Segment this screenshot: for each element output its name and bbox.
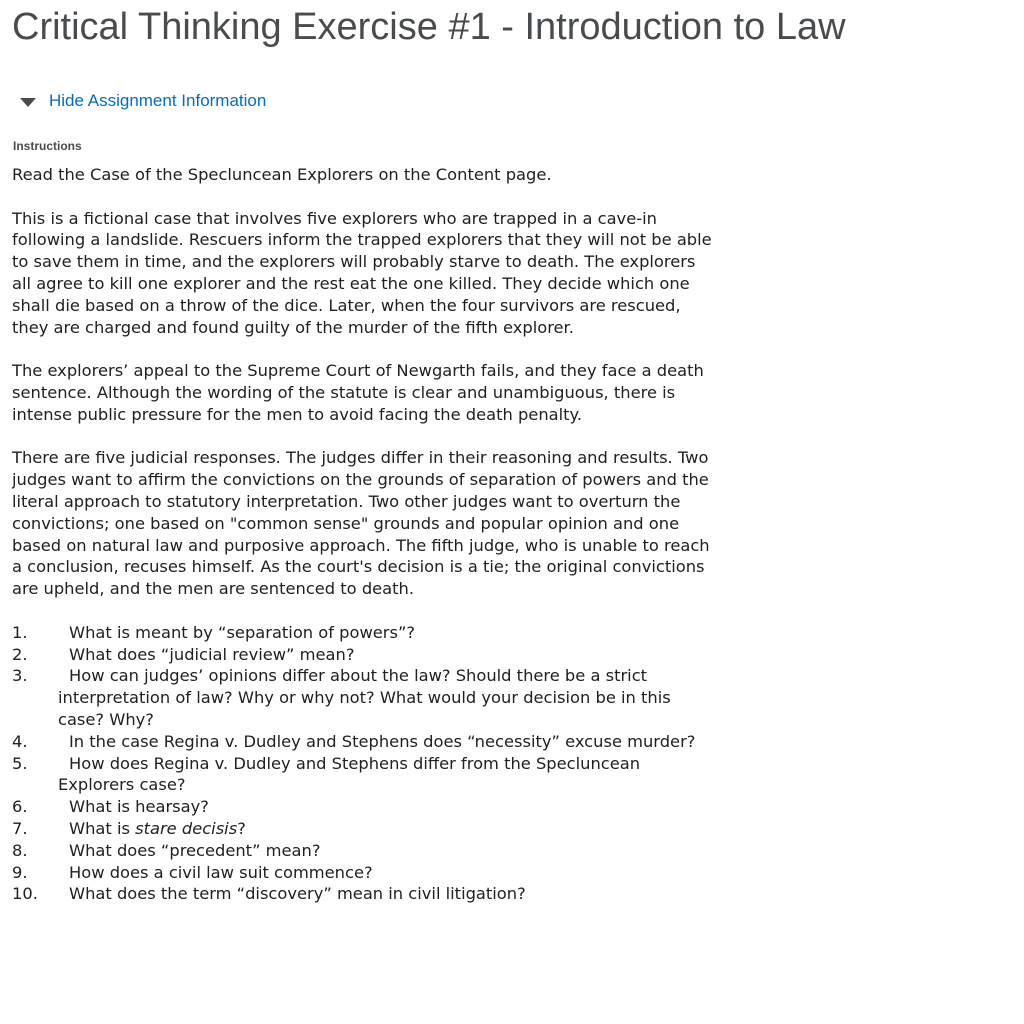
caret-down-icon	[20, 98, 36, 107]
question-item	[12, 818, 712, 840]
instructions-paragraph: The explorers’ appeal to the Supreme Court of Newgarth fails, and they face a death sentence. Although the wording of the statute is clear and unambiguous, there is intense public pressure for the men to avoid facing the death penalty.	[12, 361, 704, 424]
question-text: What does “judicial review” mean?	[69, 644, 355, 664]
question-number: 1.	[12, 622, 28, 642]
question-item	[12, 644, 712, 666]
question-text: What is meant by “separation of powers”?	[69, 622, 416, 642]
question-number: 5.	[12, 753, 28, 773]
question-item	[12, 840, 712, 862]
question-text: How does a civil law suit commence?	[69, 862, 373, 882]
question-item	[12, 753, 712, 797]
question-text: What is hearsay?	[69, 797, 209, 817]
question-number: 3.	[12, 666, 28, 686]
question-text: What does “precedent” mean?	[69, 840, 321, 860]
question-number: 4.	[12, 731, 28, 751]
question-list	[12, 622, 712, 905]
question-number: 6.	[12, 797, 28, 817]
question-item	[12, 796, 712, 818]
question-number: 9.	[12, 862, 28, 882]
instructions-paragraph: Read the Case of the Specluncean Explorers on the Content page.	[12, 165, 552, 184]
question-number: 7.	[12, 818, 28, 838]
question-text	[69, 819, 246, 838]
question-number: 8.	[12, 840, 28, 860]
question-text: How can judges’ opinions differ about the law? Should there be a strict interpretation of law? Why or why not? What would your decision be in this case? Why?	[58, 666, 671, 729]
stare-decisis-term: stare decisis	[135, 818, 238, 838]
question-item	[12, 883, 712, 905]
page-title: Critical Thinking Exercise #1 - Introduction to Law	[12, 6, 846, 48]
question-number: 10.	[12, 884, 38, 904]
question-item	[12, 731, 712, 753]
hide-assignment-info-toggle[interactable]	[20, 91, 266, 111]
instructions-paragraph: This is a fictional case that involves five explorers who are trapped in a cave-in following a landslide. Rescuers inform the trapped explorers that they will not be able to save them in time, and the explorers will probably starve to death. The explorers all agree to kill one explorer and the rest eat the one killed. They decide which one shall die based on a throw of the dice. Later, when the four survivors are rescued, they are charged and found guilty of the murder of the fifth explorer.	[12, 208, 712, 337]
instructions-paragraph: There are five judicial responses. The judges differ in their reasoning and results. Two judges want to affirm the convictions on the grounds of separation of powers and the literal approach to statutory interpretation. Two other judges want to overturn the convictions; one based on "common sense" grounds and popular opinion and one based on natural law and purposive approach. The fifth judge, who is unable to reach a conclusion, recuses himself. As the court's decision is a tie; the original convictions are upheld, and the men are sentenced to death.	[12, 448, 710, 599]
instructions-body	[12, 164, 712, 905]
question-text-start: What is	[69, 818, 136, 838]
question-text-end: ?	[237, 818, 246, 838]
question-number: 2.	[12, 644, 28, 664]
question-item	[12, 665, 712, 730]
instructions-heading: Instructions	[13, 139, 82, 153]
question-text: How does Regina v. Dudley and Stephens differ from the Specluncean Explorers case?	[58, 753, 641, 795]
question-item	[12, 862, 712, 884]
hide-assignment-info-label: Hide Assignment Information	[49, 91, 267, 110]
question-item	[12, 622, 712, 644]
question-text: What does the term “discovery” mean in civil litigation?	[69, 884, 526, 904]
question-text: In the case Regina v. Dudley and Stephens does “necessity” excuse murder?	[69, 731, 696, 751]
